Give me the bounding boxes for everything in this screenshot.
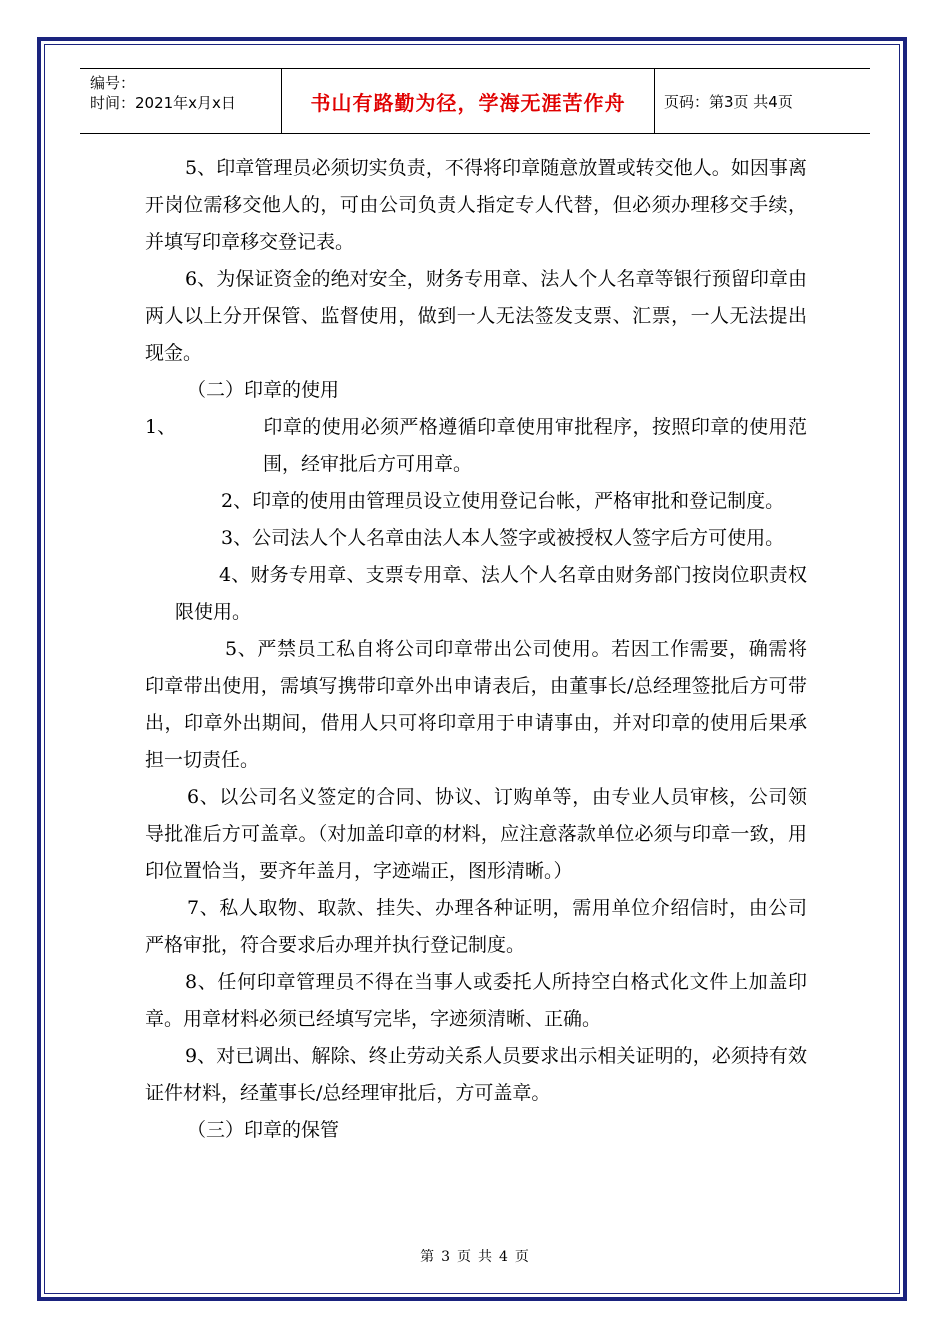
page-code: 页码：第3页 共4页 [664,92,793,111]
motto: 书山有路勤为径，学海无涯苦作舟 [310,90,626,115]
paragraph: 5、严禁员工私自将公司印章带出公司使用。若因工作需要，确需将印章带出使用，需填写携带印章外出申请表后，由董事长/总经理签批后方可带出，印章外出期间，借用人只可将印章用于申请事由，并对印章的使用后果承担一切责任。 [145,638,807,771]
paragraph: 7、私人取物、取款、挂失、办理各种证明，需用单位介绍信时，由公司严格审批，符合要求后办理并执行登记制度。 [145,897,807,956]
footer-text: 页 [514,1249,530,1265]
paragraph: 6、以公司名义签定的合同、协议、订购单等，由专业人员审核，公司领导批准后方可盖章。（对加盖印章的材料，应注意落款单位必须与印章一致，用印位置恰当，要齐年盖月，字迹端正，图形清晰。） [145,786,807,882]
footer-current-page: 3 [441,1249,451,1265]
number-label: 编号： [90,74,136,92]
page-header [80,68,870,134]
paragraph: 5、印章管理员必须切实负责，不得将印章随意放置或转交他人。如因事离开岗位需移交他人的，可由公司负责人指定专人代替，但必须办理移交手续，并填写印章移交登记表。 [145,157,807,253]
footer-text: 页 [457,1249,472,1265]
paragraph: 4、财务专用章、支票专用章、法人个人名章由财务部门按岗位职责权限使用。 [175,564,807,623]
header-info-cell [80,69,282,133]
document-body [145,150,807,1149]
header-page-cell [655,69,870,133]
paragraph: 3、公司法人个人名章由法人本人签字或被授权人签字后方可使用。 [221,527,785,549]
section-heading: （三）印章的保管 [187,1119,340,1141]
header-motto-cell [282,69,655,133]
paragraph: 2、印章的使用由管理员设立使用登记台帐，严格审批和登记制度。 [221,490,785,512]
footer-total-pages: 4 [499,1249,509,1265]
paragraph: 6、为保证资金的绝对安全，财务专用章、法人个人名章等银行预留印章由两人以上分开保管、监督使用，做到一人无法签发支票、汇票，一人无法提出现金。 [145,268,807,364]
footer-text: 第 [420,1249,436,1265]
footer-text: 共 [478,1249,493,1265]
list-number: 1、 [145,416,177,438]
time-label: 时间：2021年x月x日 [90,94,236,112]
paragraph: 9、对已调出、解除、终止劳动关系人员要求出示相关证明的，必须持有效证件材料，经董事长/总经理审批后，方可盖章。 [145,1045,807,1104]
list-text: 印章的使用必须严格遵循印章使用审批程序，按照印章的使用范围，经审批后方可用章。 [263,416,807,475]
section-heading: （二）印章的使用 [187,379,340,401]
list-item [145,409,807,483]
paragraph: 8、任何印章管理员不得在当事人或委托人所持空白格式化文件上加盖印章。用章材料必须已经填写完毕，字迹须清晰、正确。 [145,971,807,1030]
page-footer [0,1246,950,1266]
